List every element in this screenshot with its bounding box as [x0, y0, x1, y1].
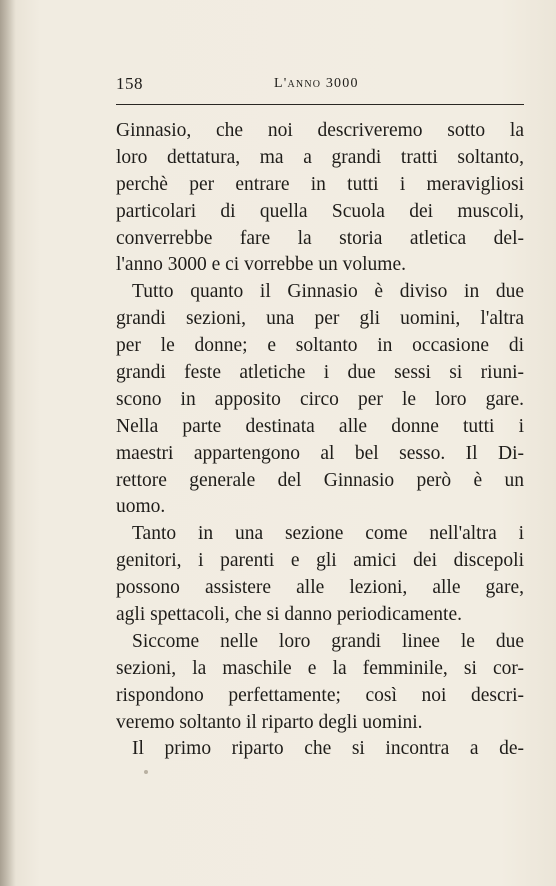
text-line: Ginnasio, che noi descriveremo sotto la: [116, 120, 524, 141]
text-line: grandi sezioni, una per gli uomini, l'altra: [116, 308, 524, 330]
page-header: [116, 74, 526, 98]
text-line: scono in apposito circo per le loro gare.: [116, 388, 524, 410]
paragraph-first-line: Tutto quanto il Ginnasio è diviso in due: [132, 281, 524, 303]
page-number: 158: [116, 74, 143, 93]
text-line: veremo soltanto il riparto degli uomini.: [116, 711, 423, 733]
text-line: genitori, i parenti e gli amici dei discepoli: [116, 550, 524, 572]
text-line: loro dettatura, ma a grandi tratti soltanto,: [116, 146, 524, 168]
binding-shadow: [0, 0, 16, 886]
text-line: possono assistere alle lezioni, alle gare,: [116, 577, 524, 599]
paper-speck: [144, 770, 148, 774]
body-text: [116, 118, 524, 763]
text-line: particolari di quella Scuola dei muscoli,: [116, 200, 524, 222]
text-line: uomo.: [116, 496, 166, 518]
paragraph-first-line: Siccome nelle loro grandi linee le due: [132, 630, 524, 652]
header-rule: [116, 104, 524, 105]
text-line: converrebbe fare la storia atletica del-: [116, 227, 524, 249]
paragraph-first-line: Tanto in una sezione come nell'altra i: [132, 523, 524, 545]
text-line: agli spettacoli, che si danno periodicamente.: [116, 604, 463, 626]
text-line: l'anno 3000 e ci vorrebbe un volume.: [116, 254, 406, 276]
text-line: rispondono perfettamente; così noi descri-: [116, 684, 524, 706]
text-line: Nella parte destinata alle donne tutti i: [116, 415, 524, 437]
text-line: per le donne; e soltanto in occasione di: [116, 335, 524, 357]
text-line: perchè per entrare in tutti i meravigliosi: [116, 173, 524, 195]
text-line: sezioni, la maschile e la femminile, si cor-: [116, 657, 524, 679]
text-line: rettore generale del Ginnasio però è un: [116, 469, 524, 491]
text-line: maestri appartengono al bel sesso. Il Di-: [116, 442, 524, 464]
paragraph-first-line: Il primo riparto che si incontra a de-: [132, 738, 524, 760]
text-line: grandi feste atletiche i due sessi si riuni-: [116, 362, 524, 384]
running-title: L'anno 3000: [274, 76, 359, 91]
